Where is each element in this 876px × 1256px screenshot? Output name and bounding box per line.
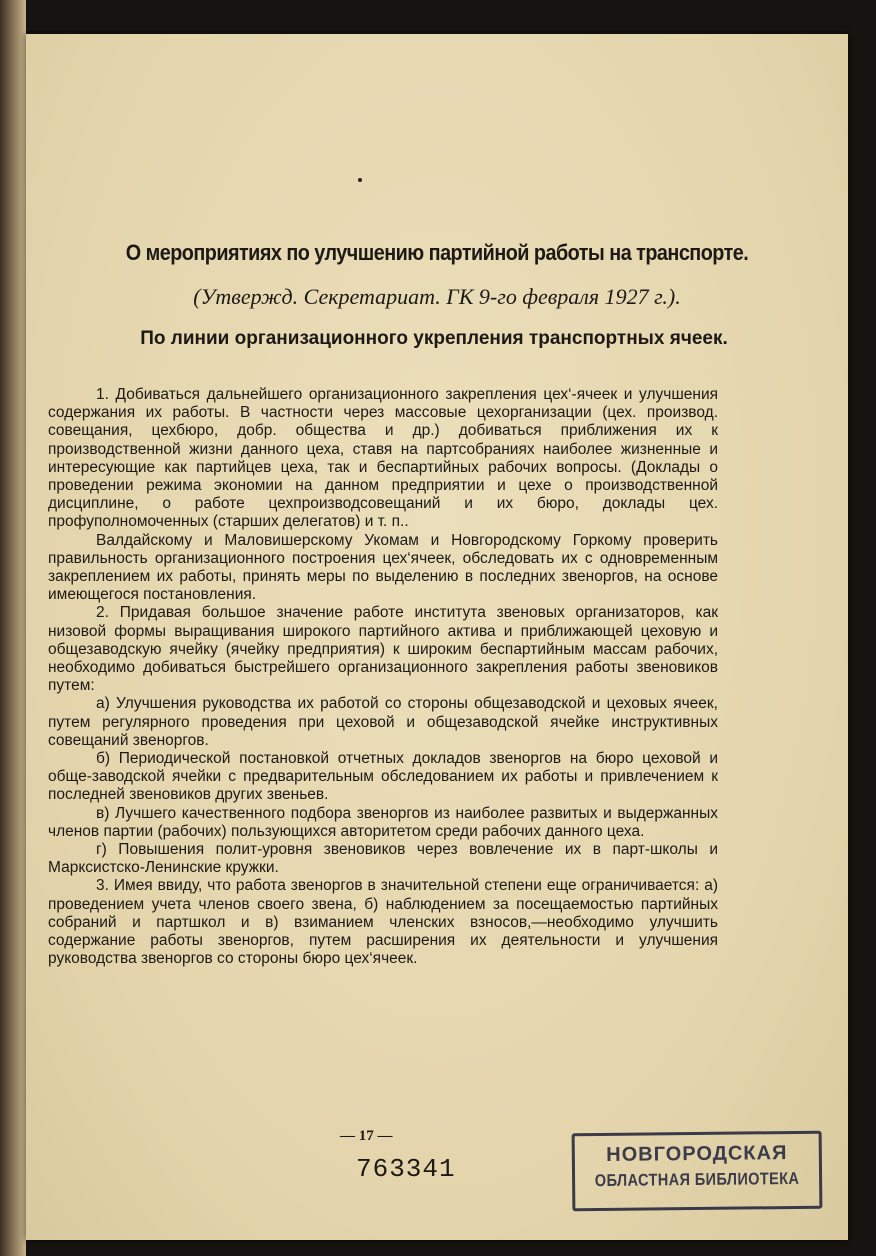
stamp-line-1: НОВГОРОДСКАЯ (606, 1142, 788, 1166)
body-text (48, 386, 718, 969)
stamp-line-2: ОБЛАСТНАЯ БИБЛИОТЕКА (594, 1168, 800, 1191)
document-subheading: (Утвержд. Секретариат. ГК 9-го февраля 1927 г.). (193, 284, 681, 309)
paragraph: б) Периодической постановкой отчетных докладов звеноргов на бюро цеховой и обще-заводской ячейки с предварительным обследованием их работы и привлечением к последней звеновиков других звеньев. (48, 750, 718, 804)
paragraph: 2. Придавая большое значение работе института звеновых организаторов, как низовой формы выращивания широкого партийного актива и приближающей цеховую и общезаводскую ячейку (ячейку предприятия) к широким беспартийным массам рабочих, необходимо добиваться быстрейшего организационного закрепления работы звеновиков путем: (48, 604, 718, 695)
book-spine-edge (0, 0, 26, 1256)
page-number: — 17 — (340, 1128, 393, 1144)
library-stamp (572, 1131, 823, 1212)
document-page (26, 34, 848, 1240)
document-heading: О мероприятиях по улучшению партийной работы на транспорте. (125, 240, 749, 265)
paragraph: 1. Добиваться дальнейшего организационного закрепления цех‘-ячеек и улучшения содержания их работы. В частности через массовые цехорганизации (цех. производ. совещания, цехбюро, добр. общества и др.) добиваться приближения их к производственной жизни данного цеха, ставя на партсобраниях наиболее жизненные и интересующие как партийцев цеха, так и беспартийных рабочих вопросы. (Доклады о проведении режима экономии на данном предприятии и цехе о производственной дисциплине, о работе цехпроизводсовещаний и их бюро, доклады цех. профуполномоченных (старших делегатов) и т. п.. (48, 386, 718, 531)
paragraph: а) Улучшения руководства их работой со стороны общезаводской и цеховых ячеек, путем регулярного проведения при цеховой и общезаводской ячейке инструктивных совещаний звеноргов. (48, 695, 718, 749)
ink-dot (358, 178, 362, 182)
paragraph: Валдайскому и Маловишерскому Укомам и Новгородскому Горкому проверить правильность организационного построения цех‘ячеек, обследовать их с одновременным закреплением их работы, принять меры по выделению в последних звеноргов, на основе имеющегося постановления. (48, 531, 718, 604)
section-title: По линии организационного укрепления транспортных ячеек. (140, 328, 728, 349)
inventory-number: 763341 (356, 1154, 456, 1184)
paragraph: в) Лучшего качественного подбора звеноргов из наиболее развитых и выдержанных членов партии (рабочих) пользующихся авторитетом среди рабочих данного цеха. (48, 804, 718, 840)
paragraph: г) Повышения полит-уровня звеновиков через вовлечение их в парт-школы и Марксистско-Ленинские кружки. (48, 841, 718, 877)
paragraph: 3. Имея ввиду, что работа звеноргов в значительной степени еще ограничивается: а) проведением учета членов своего звена, б) наблюдением за посещаемостью партийных собраний и партшкол и в) взиманием членских взносов,—необходимо улучшить содержание работы звеноргов, путем расширения их деятельности и улучшения руководства звеноргов со стороны бюро цех‘ячеек. (48, 877, 718, 968)
